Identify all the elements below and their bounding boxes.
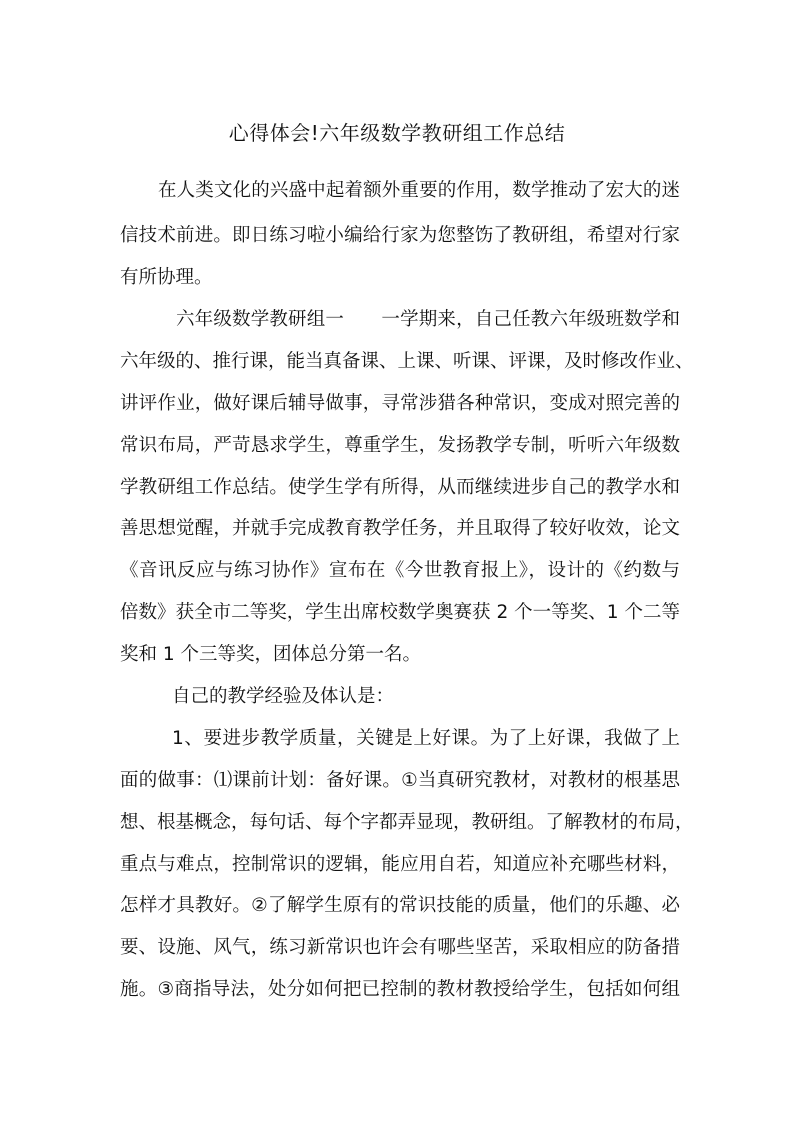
- paragraph-line: 常识布局，严苛恳求学生，尊重学生，发扬教学专制，听听六年级数: [120, 435, 680, 456]
- paragraph-line: 信技术前进。即日练习啦小编给行家为您整饬了教研组，希望对行家: [120, 225, 680, 246]
- paragraph-line: 重点与难点，控制常识的逻辑，能应用自若，知道应补充哪些材料，: [120, 854, 680, 875]
- paragraph-line: 想、根基概念，每句话、每个字都弄显现，教研组。了解教材的布局，: [120, 812, 694, 833]
- paragraph-line: 奖和 1 个三等奖，团体总分第一名。: [120, 644, 422, 665]
- paragraph-line: 善思想觉醒，并就手完成教育教学任务，并且取得了较好收效，论文: [120, 518, 680, 539]
- paragraph-line: 自己的教学经验及体认是：: [172, 686, 395, 707]
- paragraph-line: 讲评作业，做好课后辅导做事，寻常涉猎各种常识，变成对照完善的: [120, 393, 680, 414]
- paragraph-line: 《音讯反应与练习协作》宣布在《今世教育报上》，设计的《约数与: [120, 560, 680, 581]
- paragraph-line: 六年级数学教研组一 一学期来，自己任教六年级班数学和: [176, 309, 680, 330]
- paragraph-line: 有所协理。: [120, 267, 213, 288]
- paragraph-line: 要、设施、风气，练习新常识也许会有哪些坚苦，采取相应的防备措: [120, 937, 680, 958]
- paragraph-line: 面的做事：⑴课前计划：备好课。①当真研究教材，对教材的根基思: [120, 770, 680, 791]
- paragraph-line: 在人类文化的兴盛中起着额外重要的作用，数学推动了宏大的迷: [158, 180, 680, 201]
- paragraph-line: 怎样才具教好。②了解学生原有的常识技能的质量，他们的乐趣、必: [120, 895, 680, 916]
- paragraph-line: 六年级的、推行课，能当真备课、上课、听课、评课，及时修改作业、: [120, 351, 694, 372]
- paragraph-line: 倍数》获全市二等奖，学生出席校数学奥赛获 2 个一等奖、1 个二等: [120, 602, 680, 623]
- paragraph-line: 1、要进步教学质量，关键是上好课。为了上好课，我做了上: [172, 728, 680, 749]
- paragraph-line: 学教研组工作总结。使学生学有所得，从而继续进步自己的教学水和: [120, 477, 680, 498]
- paragraph-line: 施。③商指导法，处分如何把已控制的教材教授给学生，包括如何组: [120, 979, 680, 1000]
- document-title: 心得体会!六年级数学教研组工作总结: [228, 121, 566, 145]
